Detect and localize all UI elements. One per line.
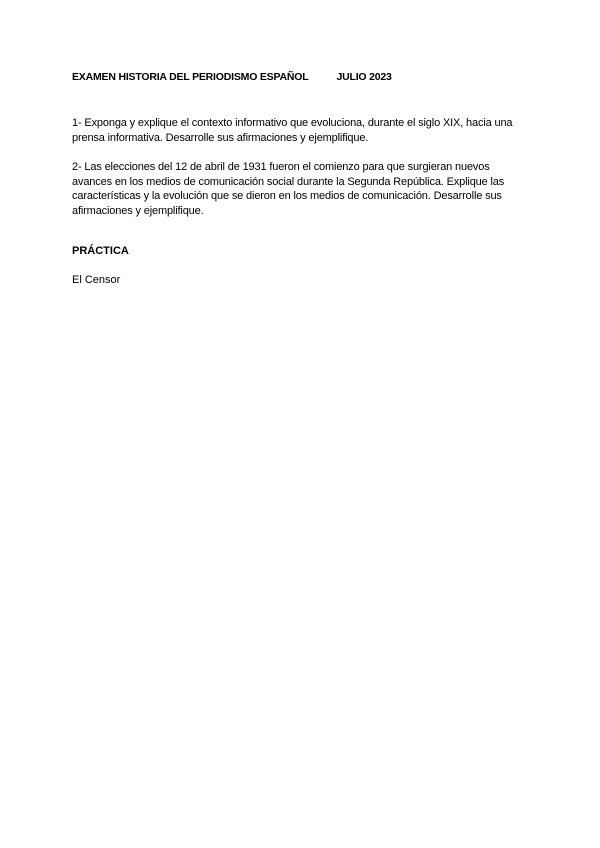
practice-heading: PRÁCTICA — [72, 245, 129, 257]
exam-header — [72, 70, 532, 84]
exam-date: JULIO 2023 — [336, 71, 392, 83]
question-2: 2- Las elecciones del 12 de abril de 1931 fueron el comienzo para que surgieran nuevos avances en los medios de comunicación social durante la Segunda República. Explique las características y la evolución que se dieron en los medios de comunicación. Desarrolle sus afirmaciones y ejemplifique. — [72, 161, 505, 217]
document-content — [72, 70, 532, 287]
practice-item: El Censor — [72, 274, 121, 286]
question-1: 1- Exponga y explique el contexto informativo que evoluciona, durante el siglo XIX, hacia una prensa informativa. Desarrolle sus afirmaciones y ejemplifique. — [72, 117, 513, 144]
exam-title: EXAMEN HISTORIA DEL PERIODISMO ESPAÑOL — [72, 71, 309, 83]
